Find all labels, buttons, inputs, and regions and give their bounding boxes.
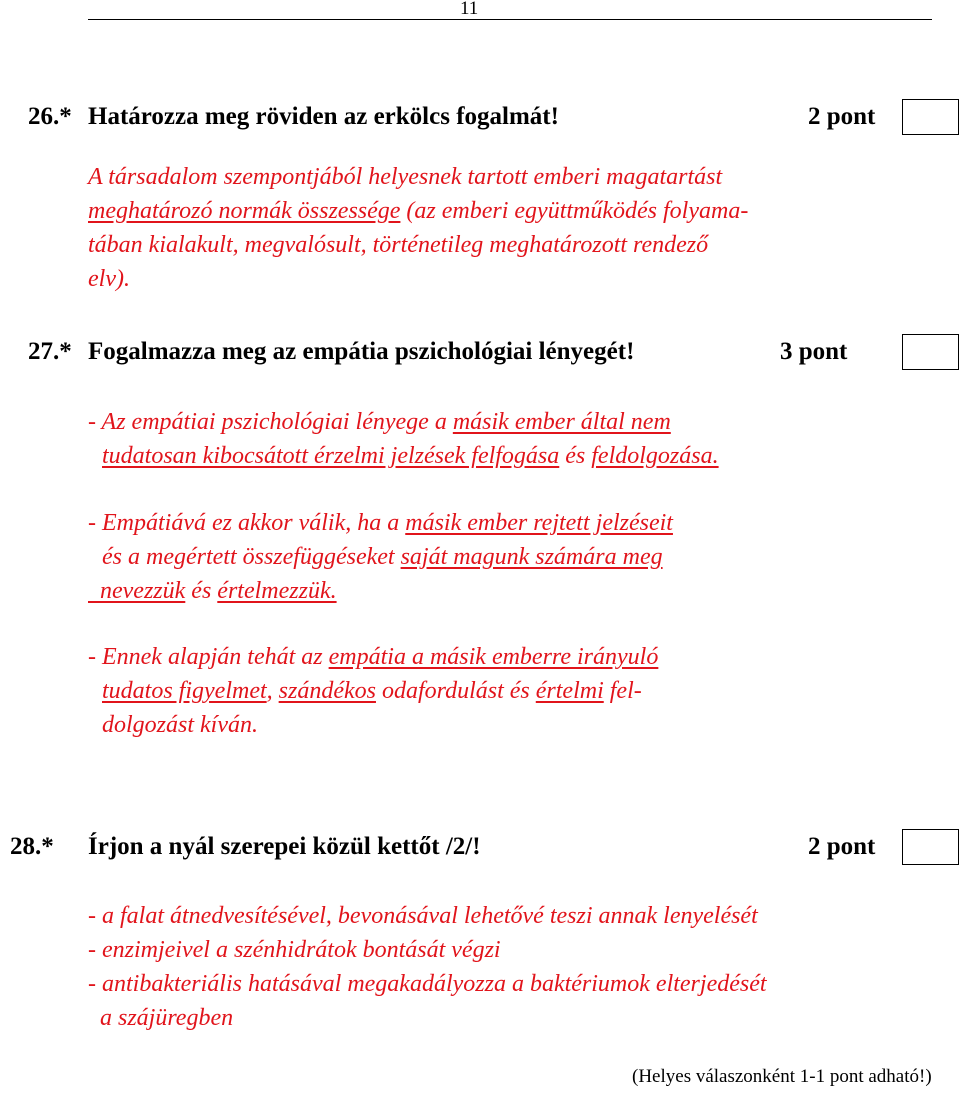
points-label: 2 pont — [808, 833, 876, 860]
answer-28 — [88, 899, 767, 1035]
answer-line: tában kialakult, megvalósult, történetileg meghatározott rendező — [88, 232, 709, 258]
header-rule — [88, 19, 932, 20]
answer-line: meghatározó normák összessége (az emberi együttműködés folyama- — [88, 198, 749, 224]
answer-line: A társadalom szempontjából helyesnek tartott emberi magatartást — [88, 164, 723, 190]
question-number: 26.* — [28, 103, 72, 130]
underlined-phrase: meghatározó normák összessége — [88, 198, 401, 224]
score-box[interactable] — [902, 99, 959, 135]
page-number: 11 — [460, 0, 479, 19]
answer-27-paragraph-3: - Ennek alapján tehát az empátia a másik emberre irányuló tudatos figyelmet, szándékos odafordulást és értelmi fel- dolgozást kíván. — [88, 644, 659, 738]
answer-26 — [88, 160, 748, 296]
answer-line: - enzimjeivel a szénhidrátok bontását végzi — [88, 937, 501, 963]
points-label: 2 pont — [808, 103, 876, 130]
score-box[interactable] — [902, 334, 959, 370]
answer-line: - antibakteriális hatásával megakadályozza a baktériumok elterjedését — [88, 971, 767, 997]
answer-line: a szájüregben — [88, 1005, 234, 1031]
question-text: Fogalmazza meg az empátia pszichológiai lényegét! — [88, 338, 635, 365]
points-label: 3 pont — [780, 338, 848, 365]
question-text: Írjon a nyál szerepei közül kettőt /2/! — [88, 833, 481, 860]
question-number: 28.* — [10, 833, 54, 860]
answer-27-paragraph-1: - Az empátiai pszichológiai lényege a másik ember által nem tudatosan kibocsátott érzelmi jelzések felfogása és feldolgozása. — [88, 409, 719, 469]
score-box[interactable] — [902, 829, 959, 865]
question-text: Határozza meg röviden az erkölcs fogalmát! — [88, 103, 559, 130]
answer-line: elv). — [88, 266, 130, 292]
answer-27-paragraph-2: - Empátiává ez akkor válik, ha a másik ember rejtett jelzéseit és a megértett összefüggéseket saját magunk számára meg nevezzük és értelmezzük. — [88, 510, 673, 604]
question-number: 27.* — [28, 338, 72, 365]
answer-line: - a falat átnedvesítésével, bevonásával lehetővé teszi annak lenyelését — [88, 903, 758, 929]
footnote: (Helyes válaszonként 1-1 pont adható!) — [632, 1066, 932, 1087]
